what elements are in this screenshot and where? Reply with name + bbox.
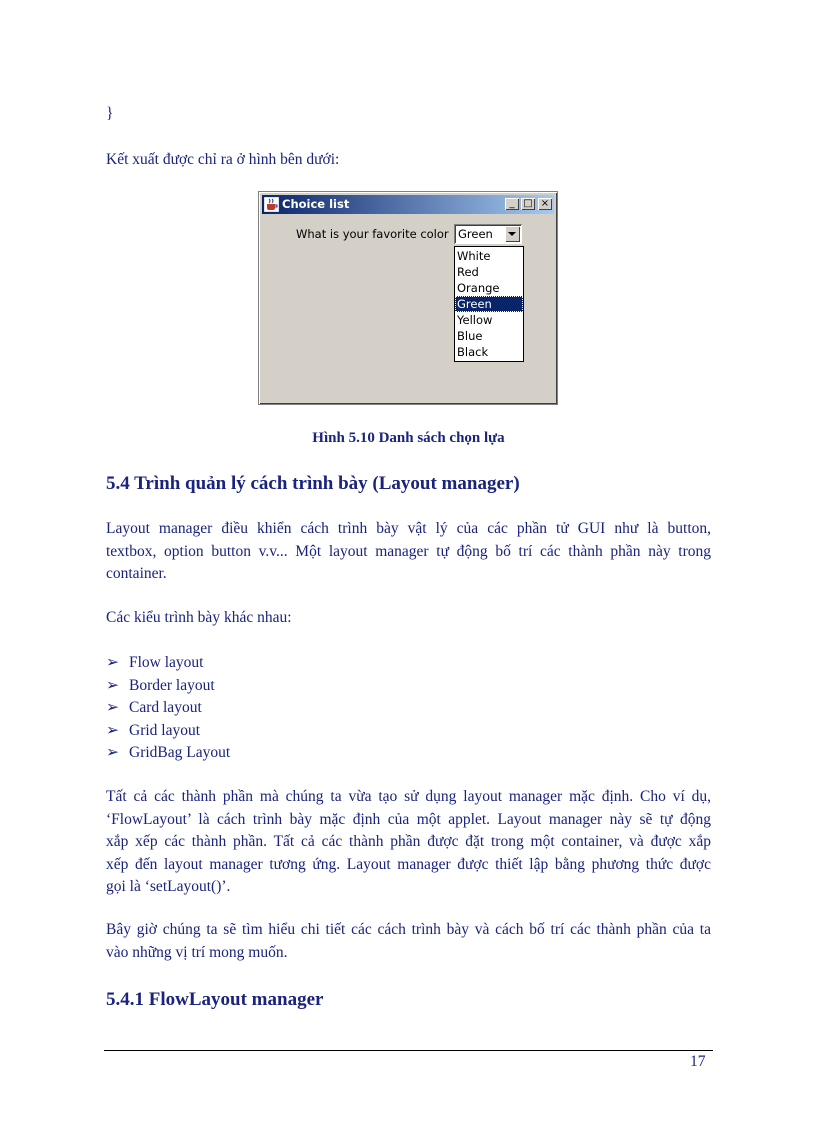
paragraph-4-line: vào những vị trí mong muốn. xyxy=(106,943,288,961)
option-blue[interactable]: Blue xyxy=(457,329,483,343)
paragraph-1 xyxy=(106,518,711,586)
paragraph-1-line: container. xyxy=(106,565,167,582)
window-client-area xyxy=(263,216,553,400)
option-red[interactable]: Red xyxy=(457,265,479,279)
paragraph-4 xyxy=(106,919,711,964)
title-bar[interactable] xyxy=(262,195,554,214)
paragraph-1-line: textbox, option button v.v... Một layout manager tự động bố trí các thành phần này trong xyxy=(106,542,711,560)
paragraph-3-line: xắp xếp các thành phần. Tất cả các thành phần được đặt trong một container, và được xắp xyxy=(106,833,711,850)
paragraph-3-line: gọi là ‘setLayout()’. xyxy=(106,878,231,895)
option-black[interactable]: Black xyxy=(457,345,489,359)
option-white[interactable]: White xyxy=(457,249,491,263)
chevron-down-icon[interactable] xyxy=(505,226,520,242)
java-cup-icon xyxy=(264,197,279,212)
arrow-bullet-icon: ➢ xyxy=(106,744,119,761)
list-item xyxy=(106,697,230,720)
maximize-button[interactable]: □ xyxy=(521,198,535,210)
favorite-color-label: What is your favorite color xyxy=(296,227,449,241)
minimize-button[interactable]: _ xyxy=(505,198,519,210)
paragraph-3-line: xếp đến layout manager tương ứng. Layout manager được thiết lập bằng phương thức được xyxy=(106,855,711,873)
figure-caption: Hình 5.10 Danh sách chọn lựa xyxy=(312,430,505,446)
page-number: 17 xyxy=(690,1053,706,1070)
choice-list-window xyxy=(258,191,558,405)
window-title: Choice list xyxy=(282,197,350,211)
code-closing-brace: } xyxy=(106,105,114,122)
list-item xyxy=(106,652,230,675)
list-item xyxy=(106,742,230,765)
paragraph-3-line: Tất cả các thành phần mà chúng ta vừa tạo sử dụng layout manager mặc định. Cho ví dụ, xyxy=(106,788,711,805)
list-item xyxy=(106,720,230,743)
paragraph-3 xyxy=(106,786,711,899)
footer-rule xyxy=(104,1050,713,1051)
list-item-text: Flow layout xyxy=(129,654,204,671)
paragraph-1-line: Layout manager điều khiển cách trình bày vật lý của các phần tử GUI như là button, xyxy=(106,520,711,537)
color-dropdown-list xyxy=(454,246,524,362)
paragraph-3-line: ‘FlowLayout’ là cách trình bày mặc định của một applet. Layout manager này sẽ tự động xyxy=(106,810,711,828)
layout-types-list xyxy=(106,652,230,765)
paragraph-2: Các kiểu trình bày khác nhau: xyxy=(106,609,292,626)
intro-text: Kết xuất được chỉ ra ở hình bên dưới: xyxy=(106,151,340,168)
arrow-bullet-icon: ➢ xyxy=(106,676,119,694)
section-heading: 5.4 Trình quản lý cách trình bày (Layout manager) xyxy=(106,473,520,494)
color-choice[interactable] xyxy=(454,224,522,244)
list-item-text: Border layout xyxy=(129,676,215,694)
list-item-text: Card layout xyxy=(129,699,202,716)
arrow-bullet-icon: ➢ xyxy=(106,699,119,716)
arrow-bullet-icon: ➢ xyxy=(106,654,119,671)
list-item-text: GridBag Layout xyxy=(129,744,231,761)
option-orange[interactable]: Orange xyxy=(457,281,500,295)
subsection-heading: 5.4.1 FlowLayout manager xyxy=(106,989,324,1010)
list-item-text: Grid layout xyxy=(129,721,201,739)
option-green[interactable]: Green xyxy=(455,296,523,312)
close-button[interactable]: × xyxy=(538,198,552,210)
option-yellow[interactable]: Yellow xyxy=(457,313,493,327)
list-item xyxy=(106,675,230,698)
arrow-bullet-icon: ➢ xyxy=(106,721,119,739)
choice-selected-value: Green xyxy=(458,227,493,241)
paragraph-4-line: Bây giờ chúng ta sẽ tìm hiểu chi tiết các cách trình bày và cách bố trí các thành phần của ta xyxy=(106,921,711,938)
